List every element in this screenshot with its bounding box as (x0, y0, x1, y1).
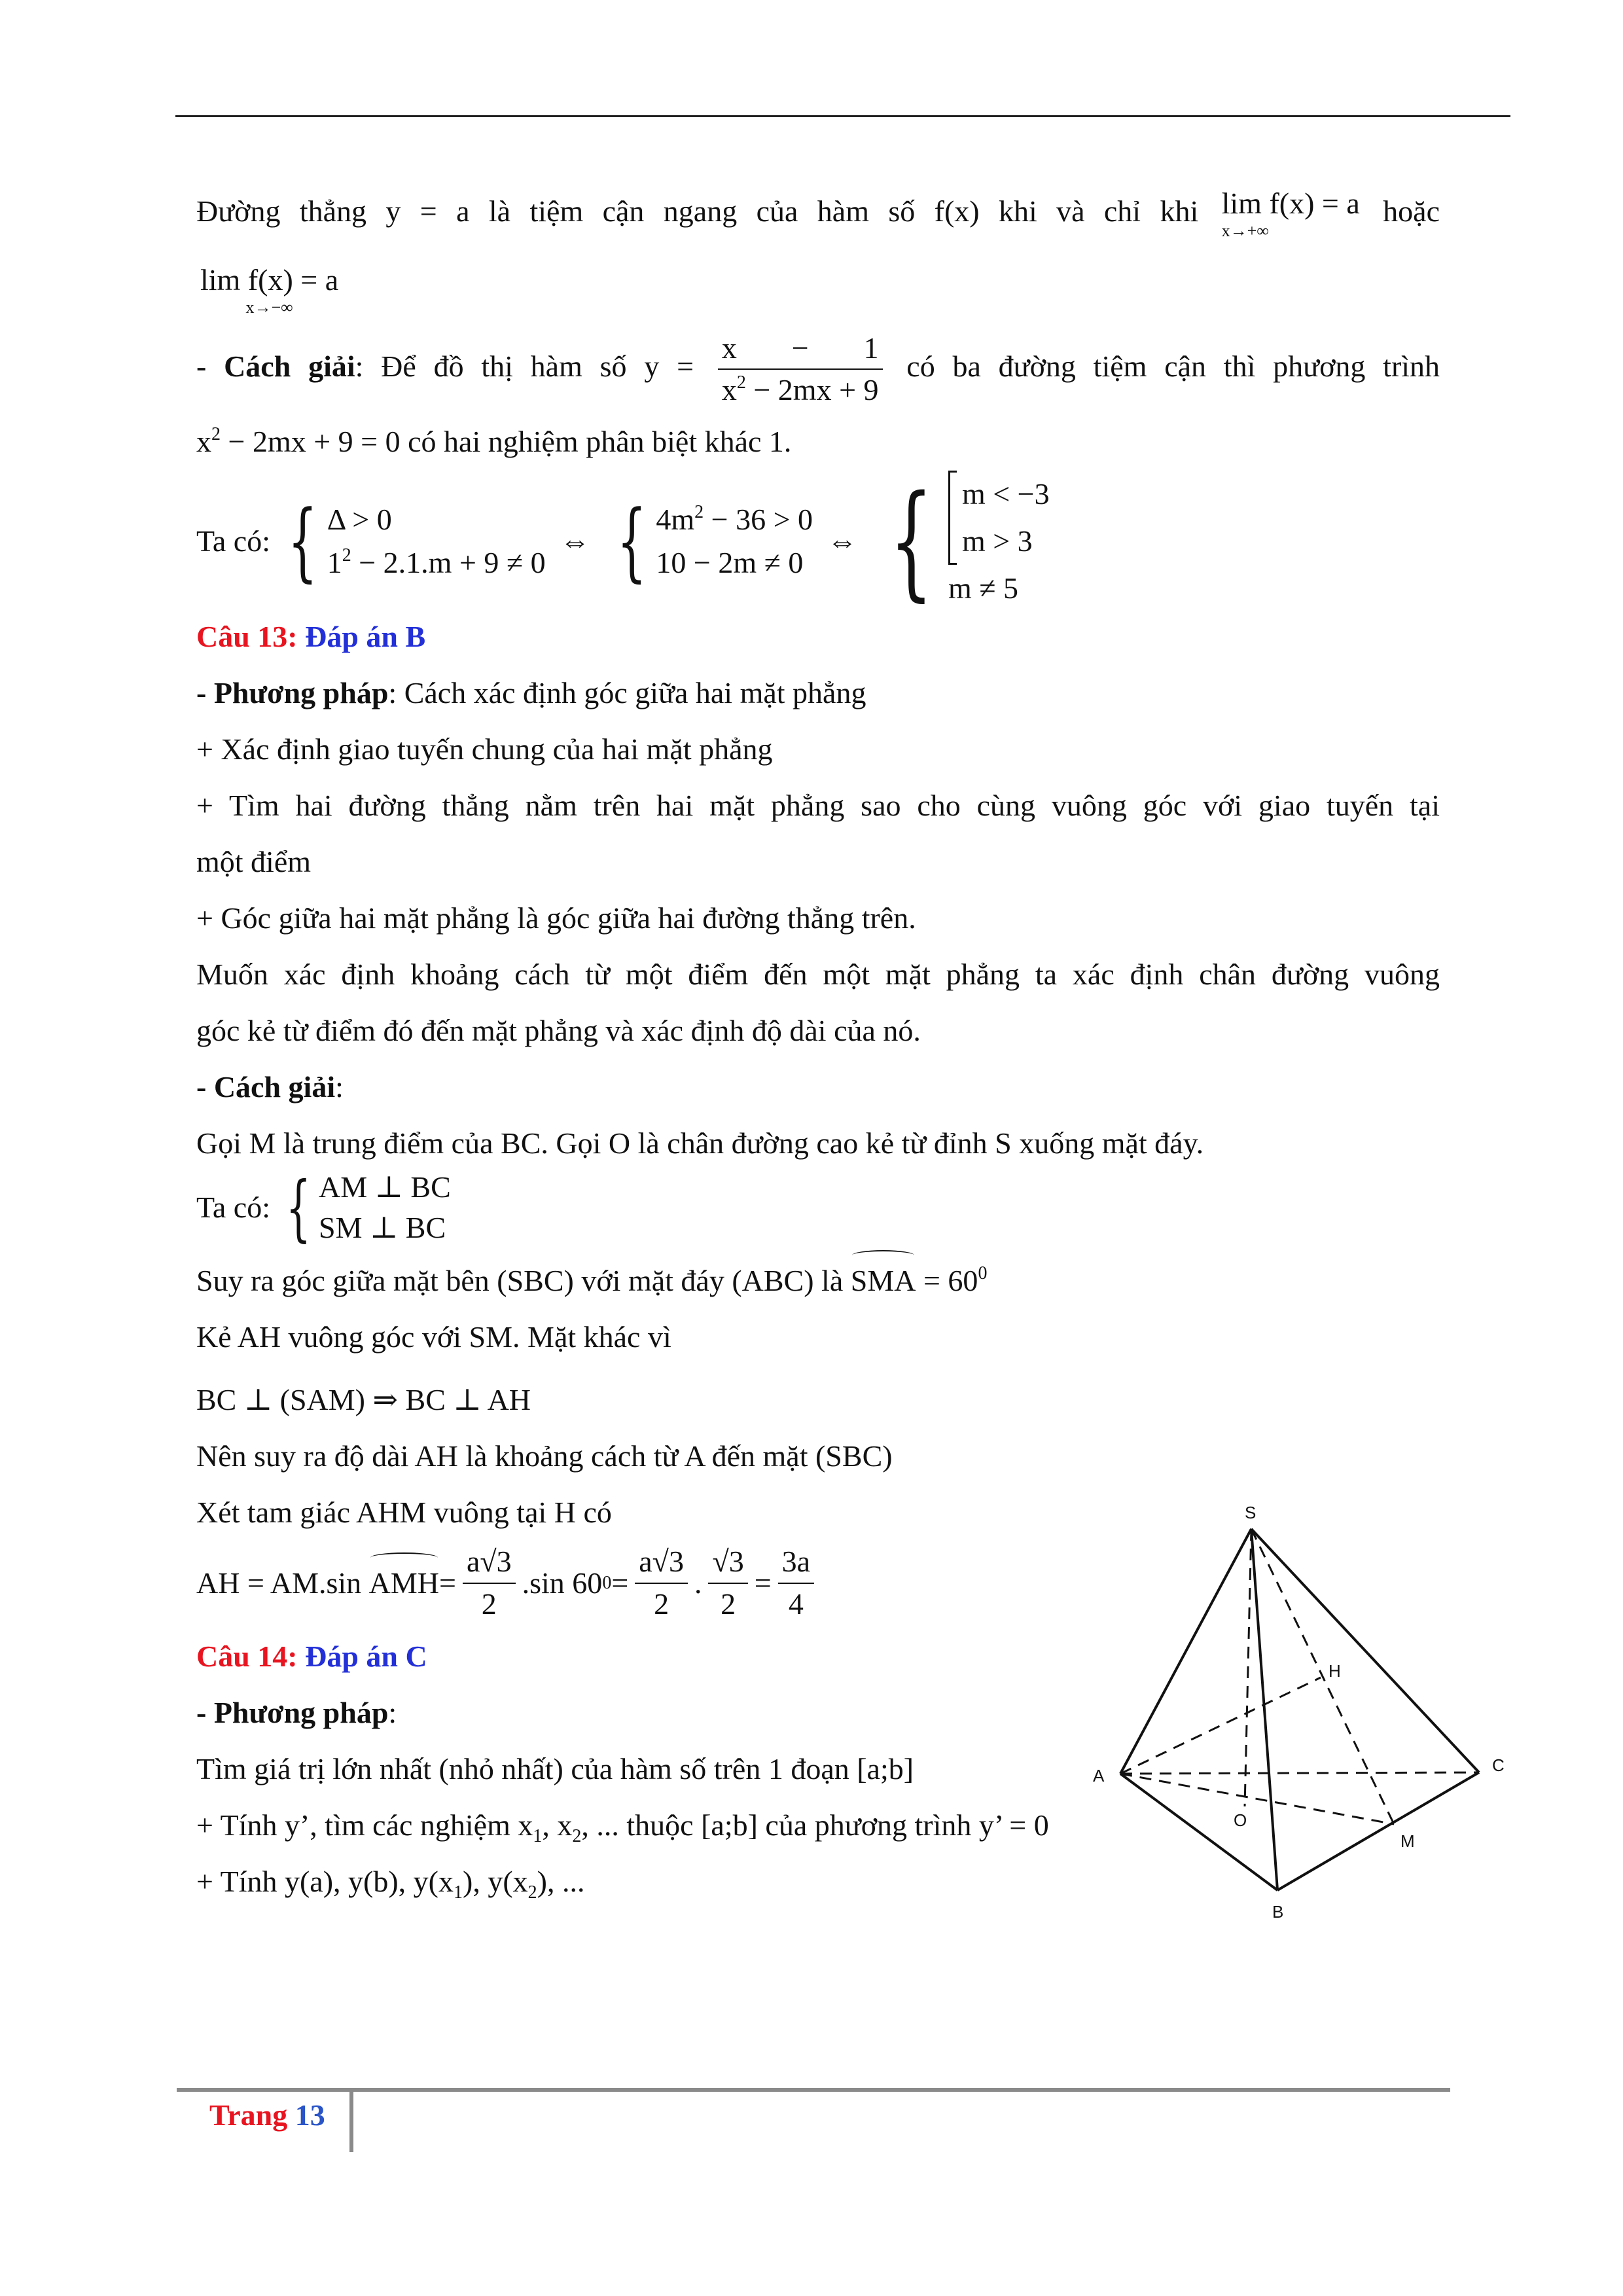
fraction-a-sqrt3-over-2 (463, 1545, 516, 1621)
equivalence-icon: ⇔ (827, 524, 858, 558)
y-equals: y = (644, 350, 694, 384)
text-part: + Tính y(a), y(b), y(x (196, 1865, 454, 1899)
formula-part: . (694, 1566, 702, 1600)
bracket-icon (948, 471, 957, 565)
lim-word: lim (1221, 187, 1262, 221)
intro-line-2 (196, 259, 1440, 315)
q13-step: + Góc giữa hai mặt phẳng là góc giữa hai đường thẳng trên. (196, 901, 916, 935)
q13-solution-line: Nên suy ra độ dài AH là khoảng cách từ A đến mặt (SBC) (196, 1439, 893, 1473)
q13-solution-line: Gọi M là trung điểm của BC. Gọi O là chân đường cao kẻ từ đỉnh S xuống mặt đáy. (196, 1126, 1204, 1160)
formula-part: = (754, 1566, 772, 1600)
question-number: Câu 13: (196, 620, 306, 654)
label-o: O (1234, 1810, 1247, 1830)
line-so (1245, 1529, 1251, 1806)
eq-part: − 2mx + 9 = 0 (221, 425, 401, 459)
perpendicular-system (276, 1167, 451, 1248)
exponent: 2 (694, 502, 704, 523)
page-number: 13 (294, 2098, 325, 2132)
subscript: 1 (454, 1882, 463, 1903)
q13-system (196, 1166, 1440, 1250)
fraction-3a-over-4 (778, 1545, 814, 1621)
lim-subscript: x→−∞ (245, 297, 293, 317)
formula-part: = (439, 1566, 456, 1600)
phuong-phap-label: - Phương pháp (196, 1696, 389, 1730)
colon: : (335, 1070, 344, 1104)
label-m: M (1400, 1831, 1415, 1851)
fraction-numerator: x − 1 (718, 332, 883, 370)
line-ah (1120, 1677, 1321, 1774)
bracket-group (948, 471, 1050, 565)
angle-sma: SMA (851, 1253, 916, 1309)
subscript: 2 (527, 1882, 537, 1903)
fraction-sqrt3-over-2 (708, 1545, 747, 1621)
degree-exponent: 0 (978, 1263, 988, 1284)
question-13-title (196, 609, 1440, 665)
label-b: B (1272, 1902, 1284, 1922)
colon: : (388, 1696, 397, 1730)
system-line-item: AM ⊥ BC (319, 1170, 451, 1204)
q14-line: Tìm giá trị lớn nhất (nhỏ nhất) của hàm số trên 1 đoạn [a;b] (196, 1752, 914, 1786)
num-part: 3 (496, 1545, 512, 1579)
equivalence-icon: ⇔ (560, 524, 590, 558)
lim-word: lim (200, 262, 241, 296)
den-exponent: 2 (736, 372, 746, 393)
cach-giai-label: - Cách giải (196, 1070, 336, 1104)
text-part: ), y(x (463, 1865, 528, 1899)
intro-text: hoặc (1383, 194, 1440, 228)
system-line-item: 10 − 2m ≠ 0 (656, 546, 804, 580)
part: 4m (656, 503, 695, 537)
fraction-denominator: 2 (721, 1587, 736, 1621)
q13-formula: AH = AM.sin AMH = $\frac{a√3}{2}$ .sin 60 0 = $\frac{a√3}{2}$ . $\frac{√3}{2}$ = $\frac{3a}{4}$ (196, 1541, 1440, 1626)
phuong-phap-text: : Cách xác định góc giữa hai mặt phẳng (388, 676, 866, 710)
part: 1 (327, 546, 342, 580)
eq-part: x (196, 425, 211, 459)
pyramid-figure (1073, 1499, 1531, 1944)
intro-text: là tiệm cận ngang của hàm số f(x) khi và chỉ khi (488, 194, 1199, 228)
exponent: 2 (342, 545, 351, 566)
eq-exponent: 2 (211, 424, 221, 445)
q13-text: = 60 (916, 1264, 978, 1298)
answer-label: Đáp án B (305, 620, 426, 654)
system-3 (872, 471, 1050, 612)
phuong-phap-label: - Phương pháp (196, 676, 389, 710)
ta-co-label: Ta có: (196, 1191, 271, 1225)
angle-amh: AMH (369, 1555, 439, 1611)
q13-text: Suy ra góc giữa mặt bên (SBC) với mặt đáy (ABC) là (196, 1264, 844, 1298)
num-part: 3 (728, 1545, 744, 1579)
q13-angle-line (196, 1253, 1440, 1309)
system-line-item: Δ > 0 (327, 503, 392, 537)
num-part: √ (712, 1545, 729, 1579)
q13-step: một điểm (196, 845, 312, 879)
header-rule (175, 115, 1510, 117)
question-number: Câu 14: (196, 1640, 306, 1674)
edge-sa (1120, 1529, 1251, 1774)
text-part: + Tính y’, tìm các nghiệm x (196, 1808, 533, 1842)
footer-divider (349, 2092, 353, 2152)
num-part: a√ (639, 1545, 669, 1579)
formula-part: = (611, 1566, 629, 1600)
cach-giai-label: - Cách giải (196, 350, 355, 384)
limit-minus-infinity (200, 262, 339, 317)
q13-step: góc kẻ từ điểm đó đến mặt phẳng và xác định độ dài của nó. (196, 1014, 921, 1048)
label-c: C (1492, 1755, 1505, 1775)
answer-label: Đáp án C (305, 1640, 427, 1674)
intro-equation: y = a (385, 194, 470, 228)
system-line-item (656, 498, 813, 541)
system-line-item: m < −3 (961, 477, 1050, 511)
page-footer (209, 2098, 325, 2132)
edge-sb (1251, 1529, 1277, 1890)
label-h: H (1329, 1661, 1341, 1681)
subscript: 1 (533, 1826, 543, 1847)
q13-solution-line: Xét tam giác AHM vuông tại H có (196, 1496, 612, 1530)
text-part: , x (542, 1808, 573, 1842)
formula-part: AH = AM.sin (196, 1566, 362, 1600)
lim-body: f(x) = a (1269, 187, 1360, 221)
fraction-denominator: 2 (654, 1587, 669, 1621)
fraction-function (718, 332, 883, 407)
brace-icon: { (285, 1166, 312, 1250)
fraction-denominator: 2 (481, 1587, 497, 1621)
cach-giai-text: : Để đồ thị hàm số (355, 350, 627, 384)
fraction-denominator (718, 370, 883, 407)
brace-icon: { (889, 469, 933, 614)
system-2 (605, 492, 813, 592)
edge-ab (1120, 1774, 1277, 1890)
part: − 2.1.m + 9 ≠ 0 (351, 546, 546, 580)
cach-giai-text: có hai nghiệm phân biệt khác 1. (408, 425, 792, 459)
num-part: a√ (466, 1545, 497, 1579)
text-part: ), ... (537, 1865, 585, 1899)
system-line (196, 469, 1440, 614)
cach-giai-line-1 (196, 332, 1440, 407)
edge-ac-hidden (1120, 1772, 1479, 1774)
brace-icon: { (287, 492, 318, 592)
system-1 (276, 492, 546, 592)
label-a: A (1093, 1766, 1105, 1785)
intro-text: Đường thẳng (196, 194, 367, 228)
q13-phuong-phap (196, 665, 1440, 721)
line-sm (1251, 1529, 1394, 1824)
den-part: − 2mx + 9 (745, 373, 879, 407)
den-part: x (721, 373, 737, 407)
brace-icon: { (616, 492, 647, 592)
q13-step: + Tìm hai đường thẳng nằm trên hai mặt phẳng sao cho cùng vuông góc với giao tuyến tại (196, 789, 1440, 823)
lim-subscript: x→+∞ (1221, 221, 1269, 241)
cach-giai-line-2 (196, 414, 1440, 470)
system-line-item: m > 3 (961, 524, 1033, 558)
formula-part: .sin 60 (522, 1566, 603, 1600)
page-label: Trang (209, 2098, 295, 2132)
system-line-item (327, 541, 546, 584)
lim-body: f(x) = a (247, 262, 339, 296)
ta-co-label: Ta có: (196, 524, 271, 558)
q13-step: Muốn xác định khoảng cách từ một điểm đến một mặt phẳng ta xác định chân đường vuông (196, 958, 1440, 992)
num-part: 3 (668, 1545, 684, 1579)
edge-sc (1251, 1529, 1479, 1772)
part: − 36 > 0 (704, 503, 813, 537)
q13-solution-line: Kẻ AH vuông góc với SM. Mặt khác vì (196, 1320, 671, 1354)
system-line-item: SM ⊥ BC (319, 1211, 446, 1245)
intro-line-1 (196, 183, 1440, 240)
fraction-denominator: 4 (788, 1587, 804, 1621)
fraction-numerator: 3a (778, 1545, 814, 1584)
system-line-item: m ≠ 5 (948, 571, 1018, 605)
label-s: S (1245, 1503, 1257, 1522)
fraction-a-sqrt3-over-2 (635, 1545, 688, 1621)
limit-plus-infinity (1222, 188, 1360, 240)
q13-solution-line: BC ⊥ (SAM) ⇒ BC ⊥ AH (196, 1383, 531, 1417)
line-am (1120, 1774, 1394, 1824)
edge-bc (1277, 1772, 1479, 1890)
subscript: 2 (572, 1826, 582, 1847)
q13-cach-giai (196, 1059, 1440, 1115)
cach-giai-text: có ba đường tiệm cận thì phương trình (906, 350, 1440, 384)
footer-rule (177, 2088, 1450, 2092)
text-part: , ... thuộc [a;b] của phương trình y’ = 0 (581, 1808, 1049, 1842)
q13-step: + Xác định giao tuyến chung của hai mặt phẳng (196, 732, 773, 766)
